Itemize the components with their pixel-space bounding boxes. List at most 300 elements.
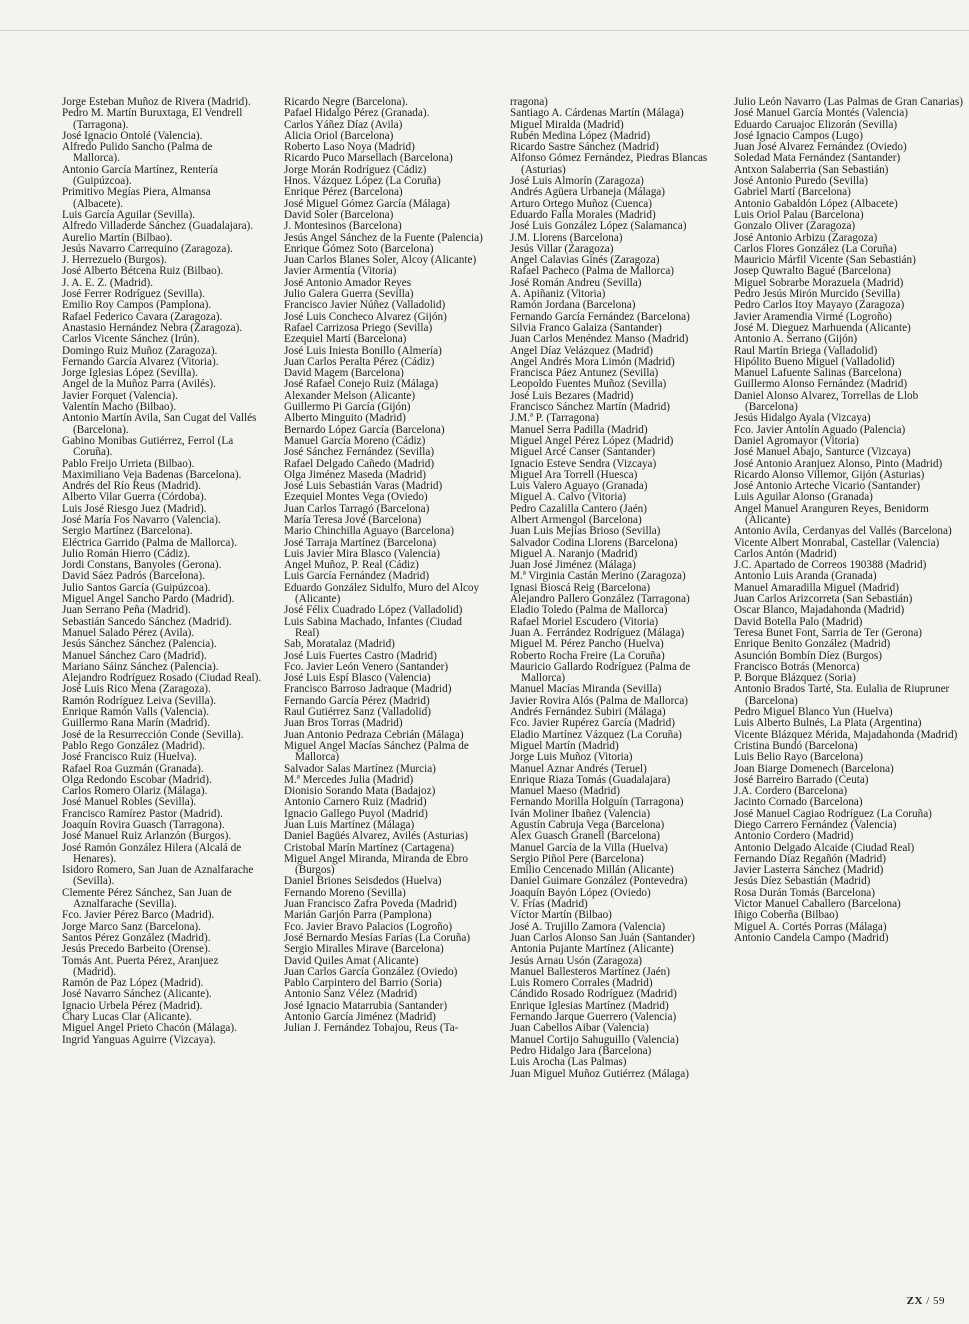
reader-entry: José Román Andreu (Sevilla) [510,276,642,289]
reader-entry: Fernando García Alvarez (Vitoria). [62,355,219,368]
reader-entry: Juan Francisco Zafra Poveda (Madrid) [284,898,457,911]
reader-entry: Enrique Pérez (Barcelona) [284,186,403,199]
reader-entry: Rafael Moriel Escudero (Vitoria) [510,615,659,628]
reader-entry: Valentín Macho (Bilbao). [62,401,177,414]
reader-entry: Vicente Albert Monrabal, Castellar (Valencia) [734,536,940,549]
reader-entry: Jesús Angel Sánchez de la Fuente (Palencia) [284,231,483,244]
reader-entry: Antonio Delgado Alcaide (Ciudad Real) [734,841,915,854]
reader-entry: Antonio García Martínez, Rentería (Guipúzcoa). [62,163,218,188]
reader-entry: Rafael Delgado Cañedo (Madrid) [284,457,435,470]
reader-entry: Andrés del Río Reus (Madrid). [62,480,201,493]
reader-entry: Eléctrica Garrido (Palma de Mallorca). [62,536,237,549]
reader-entry: Soledad Mata Fernández (Santander) [734,152,901,165]
reader-entry: Juan Carlos Blanes Soler, Alcoy (Alicante) [284,254,477,267]
reader-entry: Bernardo López García (Barcelona) [284,423,445,436]
reader-entry: Angel Manuel Aranguren Reyes, Benidorm (Alicante) [734,502,929,526]
reader-entry: Juan Carlos Menéndez Manso (Madrid) [510,333,689,346]
reader-entry: José Luis Almorín (Zaragoza) [510,175,644,188]
reader-entry: Pedro Jesús Mirón Murcido (Sevilla) [734,288,900,301]
reader-entry: Rubén Medina López (Madrid) [510,129,651,142]
reader-entry: Ramón de Paz López (Madrid). [62,977,204,990]
reader-entry: Joaquín Bayón López (Oviedo) [510,886,651,899]
reader-entry: Antonio Carnero Ruiz (Madrid) [284,796,427,809]
reader-entry: Julio León Navarro (Las Palmas de Gran Canarias) [734,96,963,108]
reader-entry: Fco. Javier Antolín Aguado (Palencia) [734,423,906,436]
reader-entry: Luis Romero Corrales (Madrid) [510,977,653,990]
reader-entry: Francisca Páez Antunez (Sevilla) [510,367,659,380]
reader-entry: José Luis Iniesta Bonillo (Almería) [284,344,442,357]
reader-entry: José Luis Espí Blasco (Valencia) [284,672,431,685]
reader-entry: Ricardo Sastre Sánchez (Madrid) [510,141,659,154]
reader-entry: Angel Calavias Ginés (Zaragoza) [510,254,660,267]
reader-entry: Diego Carrero Fernández (Valencia) [734,819,897,831]
reader-entry: Albert Armengol (Barcelona) [510,513,642,526]
reader-entry: Olga Jiménez Maseda (Madrid) [284,468,426,481]
reader-entry: Juan Cabellos Aibar (Valencia) [510,1022,649,1035]
reader-entry: Manuel Lafuente Salinas (Barcelona) [734,367,902,380]
reader-entry: Miguel Ara Torrell (Huesca) [510,468,638,481]
reader-entry: José Manuel García Montés (Valencia) [734,107,908,120]
reader-entry: Juan Miguel Muñoz Gutiérrez (Málaga) [510,1067,689,1080]
reader-entry: Clemente Pérez Sánchez, San Juan de Aznalfarache (Sevilla). [62,886,232,911]
reader-entry: Jesús Hidalgo Ayala (Vizcaya) [734,412,871,425]
reader-entry: Miguel Angel Macías Sánchez (Palma de Mallorca) [284,739,469,764]
reader-entry: Ricardo Puco Marsellach (Barcelona) [284,152,453,165]
reader-entry: Miguel A. Naranjo (Madrid) [510,547,638,560]
reader-entry: Ramón Jordana (Barcelona) [510,299,636,312]
reader-entry: Dionisio Sorando Mata (Badajoz) [284,785,436,798]
reader-entry: Luis García Fernández (Madrid) [284,570,430,583]
reader-entry: Manuel Ballesteros Martínez (Jaén) [510,965,670,978]
reader-entry: Alberto Minguito (Madrid) [284,412,406,425]
reader-entry: Jacinto Cornado (Barcelona) [734,796,863,809]
reader-entry: Sab, Moratalaz (Madrid) [284,638,395,651]
reader-entry: J.M. Llorens (Barcelona) [510,231,623,244]
reader-entry: David Soler (Barcelona) [284,208,394,221]
reader-entry: Miguel M. Pérez Pancho (Huelva) [510,638,664,651]
reader-entry: Juan Antonio Pedraza Cebrián (Málaga) [284,728,464,741]
reader-entry: Pablo Freijo Urrieta (Bilbao). [62,457,195,470]
reader-entry: Alfredo Pulido Sancho (Palma de Mallorca). [62,141,213,165]
reader-entry: Francisco Javier Núñez (Valladolid) [284,299,446,312]
reader-entry: Miguel Miralda (Madrid) [510,118,624,131]
reader-entry: Manuel García Moreno (Cádiz) [284,434,426,447]
reader-entry: José de la Resurrección Conde (Sevilla). [62,728,244,741]
reader-entry: Jesús Sánchez Sánchez (Palencia). [62,638,217,651]
reader-entry: José Alberto Bétcena Ruiz (Bilbao). [62,265,224,278]
reader-entry: Luis Oriol Palau (Barcelona) [734,208,864,221]
reader-entry: Eladio Martínez Vázquez (La Coruña) [510,728,682,741]
reader-entry: Fernando Díaz Regañón (Madrid) [734,852,886,865]
reader-entry: Jesús Arnau Usón (Zaragoza) [510,954,643,967]
reader-entry: Juan José Jiménez (Málaga) [510,559,636,572]
reader-entry: Agustín Cabruja Vega (Barcelona) [510,819,665,831]
reader-entry: José Ignacio Ontolé (Valencia). [62,129,203,142]
reader-entry: Javier Forquet (Valencia). [62,389,178,402]
reader-entry: Cándido Rosado Rodríguez (Madrid) [510,988,677,1001]
page-top-rule [0,0,969,31]
reader-entry: Cristina Bundó (Barcelona) [734,739,858,752]
reader-entry: Enrique Benito González (Madrid) [734,638,891,651]
reader-entry: Ezequiel Montes Vega (Oviedo) [284,491,428,504]
reader-entry: José Luis Concheco Alvarez (Gijón) [284,310,447,323]
reader-entry: Juan Carlos Arizcorreta (San Sebastián) [734,593,913,606]
reader-entry: Luis José Riesgo Juez (Madrid). [62,502,207,515]
reader-entry: Guillermo Pi García (Gijón) [284,401,411,414]
reader-entry: José Luis González López (Salamanca) [510,220,687,233]
reader-entry: Salvador Codina Llorens (Barcelona) [510,536,678,549]
reader-entry: Angel Muñoz, P. Real (Cádiz) [284,559,419,572]
reader-entry: David Quiles Amat (Alicante) [284,954,419,967]
reader-entry: Ezequiel Martí (Barcelona) [284,333,407,346]
reader-entry: Julian J. Fernández Tobajou, Reus (Ta- [284,1022,459,1035]
footer-separator: / [926,1295,930,1307]
reader-entry: Alejandro Rodríguez Rosado (Ciudad Real). [62,672,262,685]
reader-entry: Pablo Rego González (Madrid). [62,739,205,752]
reader-entry: Hnos. Vázquez López (La Coruña) [284,175,441,188]
reader-entry: Cristobal Marín Martínez (Cartagena) [284,841,454,854]
reader-entry: Luis Belio Rayo (Barcelona) [734,751,863,764]
reader-entry: Antonio Sanz Vélez (Madrid) [284,988,418,1001]
reader-entry: Domingo Ruiz Muñoz (Zaragoza). [62,344,218,357]
reader-entry: Francisco Sánchez Martín (Madrid) [510,401,670,414]
reader-entry: Rafael Roa Guzmán (Granada). [62,762,204,775]
reader-entry: Jesús Navarro Carrequino (Zaragoza). [62,242,233,255]
reader-entry: Antonio A. Serrano (Gijón) [734,333,858,346]
reader-entry: Juan Luis Mejías Brioso (Sevilla) [510,525,661,538]
reader-entry: Daniel Guimare González (Pontevedra) [510,875,688,888]
reader-entry: Arturo Ortego Muñoz (Cuenca) [510,197,652,210]
reader-entry: José Barreiro Barrado (Ceuta) [734,773,869,786]
reader-entry: Gabino Monibas Gutiérrez, Ferrol (La Coruña). [62,434,234,459]
reader-entry: Ramón Rodríguez Leiva (Sevilla). [62,694,217,707]
reader-entry: Roberto Laso Noya (Madrid) [284,141,415,154]
reader-entry: Antonio Cordero (Madrid) [734,830,854,843]
reader-entry: Emilio Cencenado Millán (Alicante) [510,864,674,877]
reader-entry: Antonio Gabaldón López (Albacete) [734,197,898,210]
reader-entry: Raul Gutiérrez Sanz (Valladolid) [284,706,431,719]
reader-entry: Joaquín Rovira Guasch (Tarragona). [62,819,225,831]
reader-entry: J.A. Cordero (Barcelona) [734,785,848,798]
reader-entry: M.ª Virginia Castán Merino (Zaragoza) [510,570,686,583]
reader-entry: Luis Alberto Bulnés, La Plata (Argentina) [734,717,922,730]
reader-entry: Alex Guasch Granell (Barcelona) [510,830,661,843]
reader-entry: Ignacio Gallego Puyol (Madrid) [284,807,428,820]
reader-entry: Francisco Ramírez Pastor (Madrid). [62,807,223,820]
reader-entry: Ignacio Esteve Sendra (Vizcaya) [510,457,657,470]
reader-entry: José Antonio Amador Reyes [284,276,412,289]
reader-entry: Rafael Pacheco (Palma de Mallorca) [510,265,675,278]
reader-entry: Jorge Marco Sanz (Barcelona). [62,920,201,933]
reader-entry: Eladio Toledo (Palma de Mallorca) [510,604,668,617]
reader-entry: rragona) [510,96,548,108]
reader-entry: José Francisco Ruiz (Huelva). [62,751,197,764]
reader-entry: José Rafael Conejo Ruiz (Málaga) [284,378,439,391]
name-list-column-1 [62,97,262,1046]
reader-entry: J. Montesinos (Barcelona) [284,220,402,233]
reader-entry: Sergio Piñol Pere (Barcelona) [510,852,644,865]
reader-entry: Fco. Javier Rupérez García (Madrid) [510,717,675,730]
reader-entry: Miguel A. Cortés Porras (Málaga) [734,920,887,933]
reader-entry: Antonio García Jiménez (Madrid) [284,1011,436,1024]
reader-entry: Miguel Martín (Madrid) [510,739,619,752]
reader-entry: José Navarro Sánchez (Alicante). [62,988,212,1001]
reader-entry: Jorge Luis Muñoz (Vitoria) [510,751,633,764]
reader-entry: Manuel Sánchez Caro (Madrid). [62,649,207,662]
reader-entry: José Manuel Ruiz Arlanzón (Burgos). [62,830,232,843]
reader-entry: Jorge Esteban Muñoz de Rivera (Madrid). [62,96,251,108]
reader-entry: Luis Valero Aguayo (Granada) [510,480,648,493]
reader-entry: Miguel Angel Miranda, Miranda de Ebro (Burgos) [284,852,468,877]
reader-entry: Fernando Jarque Guerrero (Valencia) [510,1011,677,1024]
reader-entry: Ricardo Alonso Villemor, Gijón (Asturias) [734,468,925,481]
reader-entry: Antonia Pujante Martínez (Alicante) [510,943,674,956]
reader-entry: Aurelio Martín (Bilbao). [62,231,173,244]
reader-entry: Raul Martín Briega (Valladolid) [734,344,878,357]
reader-entry: Manuel Cortijo Sahuguillo (Valencia) [510,1033,679,1046]
reader-entry: José Manuel Robles (Sevilla). [62,796,197,809]
reader-entry: J. Herrezuelo (Burgos). [62,254,167,267]
reader-entry: Miguel Angel Sancho Pardo (Madrid). [62,593,235,606]
reader-entry: José Miguel Gómez García (Málaga) [284,197,450,210]
reader-entry: Eduardo Caruajoc Elizorán (Sevilla) [734,118,898,131]
reader-entry: Andrés Fernández Subiri (Málaga) [510,706,666,719]
reader-entry: A. Apiñaniz (Vitoria) [510,288,606,301]
reader-entry: Victor Manuel Caballero (Barcelona) [734,898,901,911]
reader-entry: José Tarraja Martínez (Barcelona) [284,536,437,549]
reader-entry: Daniel Bagüés Alvarez, Avilés (Asturias) [284,830,469,843]
reader-entry: Sebastián Sancedo Sánchez (Madrid). [62,615,232,628]
reader-entry: Daniel Briones Seisdedos (Huelva) [284,875,442,888]
reader-entry: Miguel Arcé Canser (Santander) [510,446,656,459]
reader-entry: J.C. Apartado de Correos 190388 (Madrid) [734,559,927,572]
reader-entry: Fco. Javier León Venero (Santander) [284,660,449,673]
reader-entry: Manuel García de la Villa (Huelva) [510,841,668,854]
reader-entry: Javier Lasterra Sánchez (Madrid) [734,864,884,877]
reader-entry: José Luis Bezares (Madrid) [510,389,634,402]
reader-entry: José Luis Rico Mena (Zaragoza). [62,683,211,696]
reader-entry: David Botella Palo (Madrid) [734,615,863,628]
reader-entry: Manuel Macías Miranda (Sevilla) [510,683,662,696]
reader-entry: Ignacio Urbela Pérez (Madrid). [62,999,203,1012]
reader-entry: David Sáez Padrós (Barcelona). [62,570,205,583]
reader-entry: Antonio Brados Tarté, Sta. Eulalia de Riupruner (Barcelona) [734,683,950,707]
reader-entry: Carlos Romero Olariz (Málaga). [62,785,208,798]
reader-entry: Antonio Martín Avila, San Cugat del Vallés (Barcelona). [62,412,257,436]
reader-entry: José Antonio Arteche Vicario (Santander) [734,480,921,493]
reader-entry: Daniel Alonso Alvarez, Torrellas de Llob (Barcelona) [734,389,919,414]
reader-entry: Asunción Bombín Díez (Burgos) [734,649,883,662]
reader-entry: Alejandro Pallero González (Tarragona) [510,593,690,606]
reader-entry: Andrés Agüera Urbaneja (Málaga) [510,186,666,199]
reader-entry: Vicente Blázquez Mérida, Majadahonda (Madrid) [734,728,958,741]
reader-entry: José Félix Cuadrado López (Valladolid) [284,604,463,617]
reader-entry: Angel Díaz Velázquez (Madrid) [510,344,653,357]
reader-entry: V. Frías (Madrid) [510,898,588,911]
reader-entry: Juan Serrano Peña (Madrid). [62,604,191,617]
reader-entry: Tomás Ant. Puerta Pérez, Aranjuez (Madrid). [62,954,219,978]
reader-entry: Julio Román Hierro (Cádiz). [62,547,191,560]
reader-entry: Chary Lucas Clar (Alicante). [62,1011,192,1024]
reader-entry: Ignasi Bioscá Reig (Barcelona) [510,581,651,594]
reader-entry: Javier Rovira Alós (Palma de Mallorca) [510,694,689,707]
reader-entry: Jorge Iglesias López (Sevilla). [62,367,198,380]
reader-entry: Pafael Hidalgo Pérez (Granada). [284,107,430,120]
reader-entry: Alfredo Villaderde Sánchez (Guadalajara). [62,220,254,233]
reader-entry: J.M.ª P. (Tarragona) [510,412,599,425]
reader-entry: José Luis Fuertes Castro (Madrid) [284,649,437,662]
reader-entry: Juan Carlos Peralta Pérez (Cádiz) [284,355,435,368]
reader-entry: José Bernardo Mesías Farías (La Coruña) [284,931,471,944]
reader-entry: Marián Garjón Parra (Pamplona) [284,909,432,922]
reader-entry: Mauricio Márfil Vicente (San Sebastián) [734,254,916,267]
reader-entry: Eduardo Falla Morales (Madrid) [510,208,656,221]
reader-entry: Enrique Ramón Valls (Valencia). [62,706,210,719]
reader-entry: Antonio Candela Campo (Madrid) [734,931,889,944]
reader-entry: Miguel Angel Prieto Chacón (Málaga). [62,1022,237,1035]
reader-entry: Miguel Angel Pérez López (Madrid) [510,434,674,447]
reader-entry: José Antonio Arbizu (Zaragoza) [734,231,878,244]
reader-entry: Antonio Avila, Cerdanyas del Vallés (Barcelona) [734,525,952,538]
reader-entry: José Luis Sebastián Varas (Madrid) [284,480,443,493]
reader-entry: Pedro Miguel Blanco Yun (Huelva) [734,706,893,719]
reader-entry: Maximiliano Veja Badenas (Barcelona). [62,468,242,481]
reader-entry: Pablo Carpintero del Barrio (Soria) [284,977,442,990]
page-footer [907,1295,945,1307]
reader-entry: Alfonso Gómez Fernández, Piedras Blancas (Asturias) [510,152,708,176]
reader-entry: Joan Biarge Domenech (Barcelona) [734,762,894,775]
reader-entry: Silvia Franco Galaiza (Santander) [510,321,662,334]
reader-entry: David Magem (Barcelona) [284,367,404,380]
reader-entry: Jordi Constans, Banyoles (Gerona). [62,559,222,572]
reader-entry: Antxon Salaberria (San Sebastián) [734,163,889,176]
reader-entry: Guillermo Rana Marín (Madrid). [62,717,210,730]
reader-entry: Alicia Oriol (Barcelona) [284,129,394,142]
reader-entry: Juan Luis Martínez (Málaga) [284,819,415,831]
reader-entry: Teresa Bunet Font, Sarria de Ter (Gerona) [734,626,923,639]
page-number: 59 [933,1295,945,1307]
reader-entry: Juan Bros Torras (Madrid) [284,717,403,730]
reader-entry: Eduardo González Sidulfo, Muro del Alcoy (Alicante) [284,581,480,606]
reader-entry: Juan Carlos Alonso San Juán (Santander) [510,931,695,944]
reader-entry: Jesús Precedo Barbeito (Orense). [62,943,211,956]
reader-entry: Antonio Luis Aranda (Granada) [734,570,877,583]
reader-entry: Miguel Sobrarbe Morazuela (Madrid) [734,276,904,289]
reader-entry: Ingrid Yanguas Aguirre (Vizcaya). [62,1033,216,1046]
reader-entry: Leopoldo Fuentes Muñoz (Sevilla) [510,378,667,391]
reader-entry: Mario Chinchilla Aguayo (Barcelona) [284,525,454,538]
reader-entry: Juan A. Ferrández Rodríguez (Málaga) [510,626,685,639]
reader-entry: Manuel Amaradilla Miguel (Madrid) [734,581,899,594]
reader-entry: Gabriel Martí (Barcelona) [734,186,851,199]
reader-entry: Anastasio Hernández Nebra (Zaragoza). [62,321,243,334]
reader-entry: José Antonio Puredo (Sevilla) [734,175,868,188]
reader-entry: Víctor Martín (Bilbao) [510,909,612,922]
reader-entry: Javier Armentía (Vitoria) [284,265,397,278]
reader-entry: Julio Santos García (Guipúzcoa). [62,581,211,594]
reader-entry: Iván Moliner Ibañez (Valencia) [510,807,651,820]
reader-entry: Mauricio Gallardo Rodríguez (Palma de Mallorca) [510,660,691,685]
reader-entry: José Ignacio Campos (Lugo) [734,129,863,142]
reader-entry: Juan Carlos Tarragó (Barcelona) [284,502,430,515]
reader-entry: Hipólito Bueno Miguel (Valladolid) [734,355,895,368]
reader-entry: Carlos Vicente Sánchez (Irún). [62,333,200,346]
reader-entry: Isidoro Romero, San Juan de Aznalfarache (Sevilla). [62,864,254,888]
reader-entry: Olga Redondo Escobar (Madrid). [62,773,212,786]
reader-entry: Jesús Villar (Zaragoza) [510,242,614,255]
reader-entry: Sergio Martínez (Barcelona). [62,525,193,538]
reader-entry: Carlos Flores González (La Coruña) [734,242,897,255]
reader-entry: Luis Aguilar Alonso (Granada) [734,491,873,504]
reader-entry: José Ferrer Rodríguez (Sevilla). [62,288,205,301]
reader-entry: Jesús Díez Sebastián (Madrid) [734,875,871,888]
reader-entry: Iñigo Coberña (Bilbao) [734,909,839,922]
reader-entry: Salvador Salas Martínez (Murcia) [284,762,436,775]
reader-entry: José A. Trujillo Zamora (Valencia) [510,920,666,933]
reader-entry: José M. Dieguez Marhuenda (Alicante) [734,321,911,334]
reader-entry: Juan Carlos García González (Oviedo) [284,965,458,978]
reader-entry: Juan José Alvarez Fernández (Oviedo) [734,141,907,154]
reader-entry: Luis Arocha (Las Palmas) [510,1056,627,1069]
reader-entry: Enrique Riaza Tomás (Guadalajara) [510,773,671,786]
name-list-column-4 [734,97,966,944]
reader-entry: Rosa Durán Tomás (Barcelona) [734,886,875,899]
reader-entry: Pedro Hidalgo Jara (Barcelona) [510,1044,652,1057]
reader-entry: Manuel Salado Pérez (Avila). [62,626,195,639]
reader-entry: Enrique Gómez Soto (Barcelona) [284,242,434,255]
reader-entry: María Teresa Jové (Barcelona) [284,513,422,526]
reader-entry: Francisco Barroso Jadraque (Madrid) [284,683,452,696]
reader-entry: Pedro Cazalilla Cantero (Jaén) [510,502,647,515]
reader-entry: Daniel Agromayor (Vitoria) [734,434,859,447]
reader-entry: M.ª Mercedes Julia (Madrid) [284,773,414,786]
reader-entry: Luis García Aguilar (Sevilla). [62,208,195,221]
reader-entry: Jorge Morán Rodríguez (Cádiz) [284,163,427,176]
reader-entry: José Sánchez Fernández (Sevilla) [284,446,435,459]
reader-entry: Emilio Roy Campos (Pamplona). [62,299,212,312]
reader-entry: Fernando García Fernández (Barcelona) [510,310,690,323]
reader-entry: Francisco Botrás (Menorca) [734,660,860,673]
reader-entry: Rafael Federico Cavara (Zaragoza). [62,310,223,323]
reader-entry: José Ramón González Hilera (Alcalá de Henares). [62,841,242,865]
reader-entry: Fco. Javier Bravo Palacios (Logroño) [284,920,453,933]
reader-entry: Alexander Melson (Alicante) [284,389,416,402]
reader-entry: Fernando García Pérez (Madrid) [284,694,430,707]
reader-entry: Manuel Aznar Andrés (Teruel) [510,762,647,775]
reader-entry: Enrique Iglesias Martínez (Madrid) [510,999,669,1012]
reader-entry: Santos Pérez González (Madrid). [62,931,211,944]
reader-entry: Pedro M. Martín Buruxtaga, El Vendrell (Tarragona). [62,107,243,131]
reader-entry: Carlos Antón (Madrid) [734,547,837,560]
reader-entry: Gonzalo Oliver (Zaragoza) [734,220,856,233]
reader-entry: Angel de la Muñoz Parra (Avilés). [62,378,216,391]
reader-entry: Carlos Yáñez Díaz (Avila) [284,118,403,131]
reader-entry: José María Fos Navarro (Valencia). [62,513,221,526]
reader-entry: Julio Galera Guerra (Sevilla) [284,288,414,301]
reader-entry: Josep Quwralto Bagué (Barcelona) [734,265,891,278]
reader-entry: Pedro Carlos Itoy Mayayo (Zaragoza) [734,299,905,312]
reader-entry: Ricardo Negre (Barcelona). [284,96,408,108]
reader-entry: Fco. Javier Pérez Barco (Madrid). [62,909,215,922]
reader-entry: Santiago A. Cárdenas Martín (Málaga) [510,107,684,120]
reader-entry: Luis Javier Mira Blasco (Valencia) [284,547,440,560]
reader-entry: Mariano Sáinz Sánchez (Palencia). [62,660,219,673]
reader-entry: Guillermo Alonso Fernández (Madrid) [734,378,908,391]
reader-entry: Fernando Morilla Holguín (Tarragona) [510,796,684,809]
reader-entry: Manuel Serra Padilla (Madrid) [510,423,648,436]
reader-entry: Rafael Carrizosa Priego (Sevilla) [284,321,433,334]
name-list-column-3 [510,97,728,1080]
